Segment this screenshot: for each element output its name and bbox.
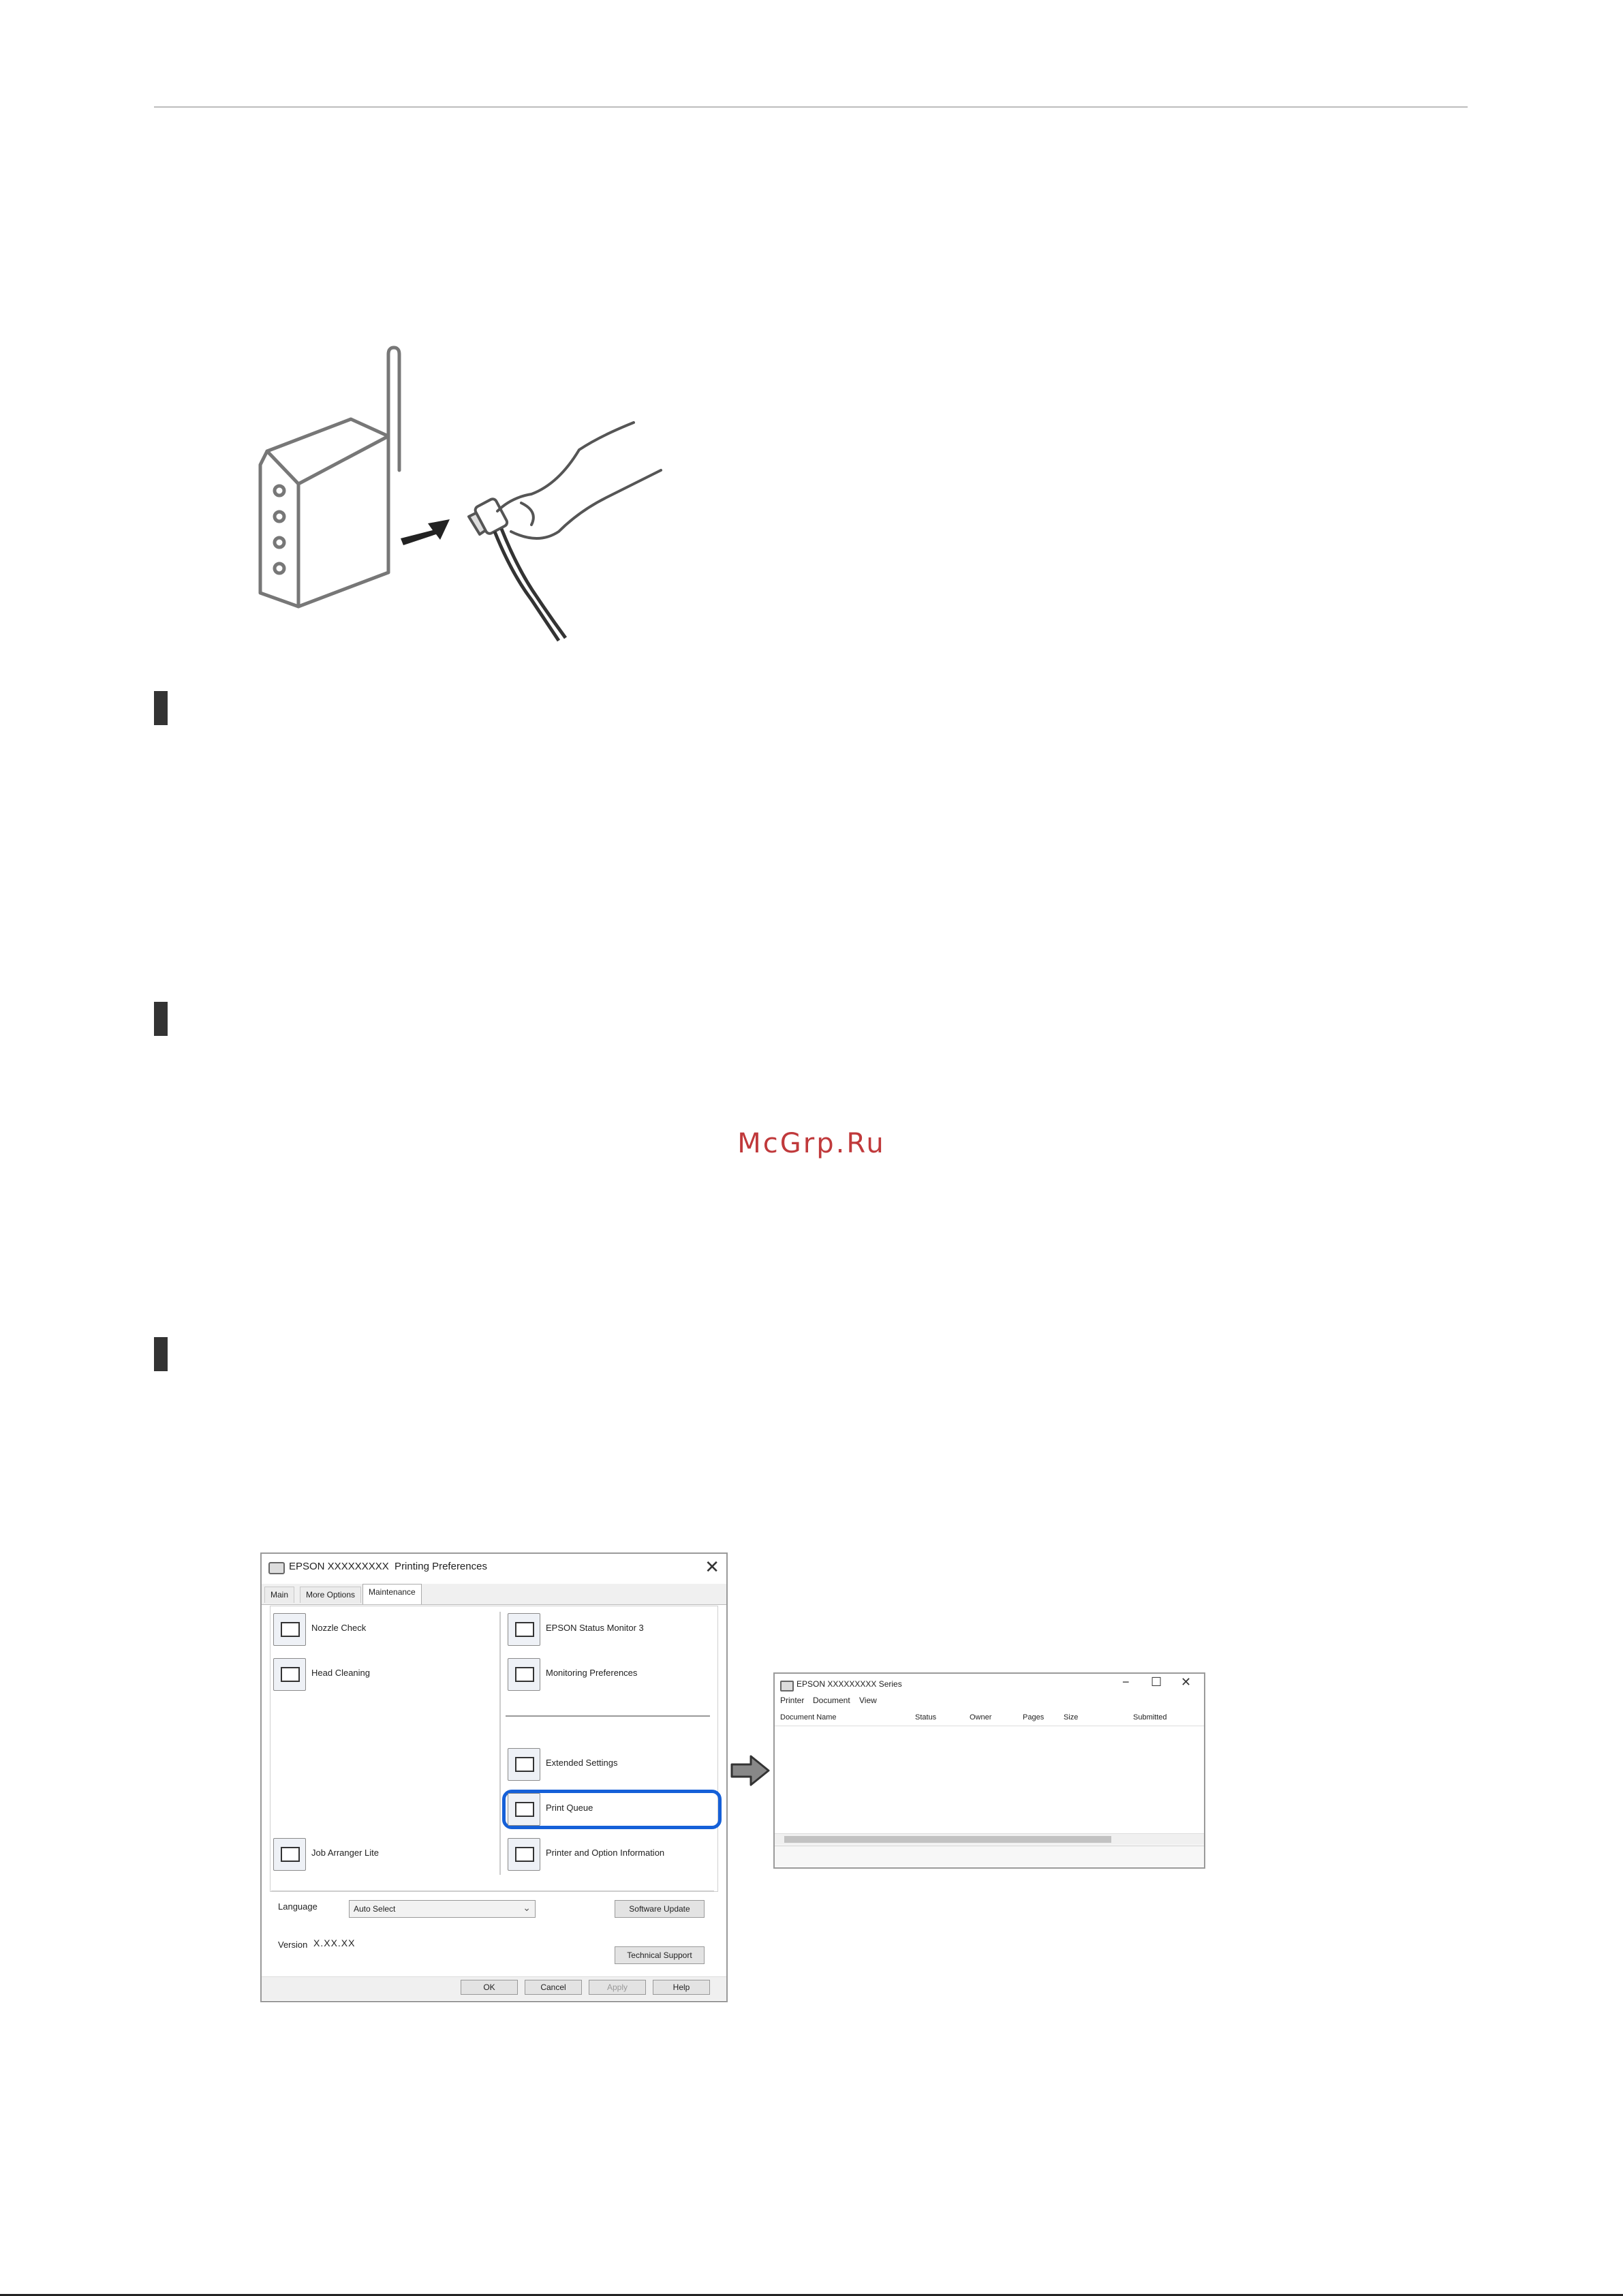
col-size[interactable]: Size	[1064, 1713, 1079, 1721]
job-arranger-icon	[273, 1838, 306, 1871]
printer-icon	[780, 1681, 794, 1692]
step-marker	[154, 1002, 168, 1036]
language-value: Auto Select	[354, 1904, 396, 1914]
nozzle-check-label: Nozzle Check	[311, 1623, 367, 1633]
router-cable-illustration	[252, 341, 702, 661]
col-submitted[interactable]: Submitted	[1133, 1713, 1167, 1721]
monitoring-preferences-icon	[508, 1658, 540, 1691]
arrow-right-icon	[729, 1754, 771, 1788]
printing-preferences-dialog	[260, 1552, 728, 2002]
technical-support-button[interactable]: Technical Support	[615, 1946, 705, 1964]
apply-button[interactable]: Apply	[589, 1980, 646, 1995]
extended-settings-icon	[508, 1748, 540, 1781]
col-status[interactable]: Status	[915, 1713, 937, 1721]
head-cleaning-label: Head Cleaning	[311, 1668, 371, 1678]
col-owner[interactable]: Owner	[970, 1713, 992, 1721]
tab-main[interactable]: Main	[264, 1587, 294, 1603]
nozzle-check-icon	[273, 1613, 306, 1646]
tab-more-options[interactable]: More Options	[300, 1587, 361, 1603]
head-cleaning-icon	[273, 1658, 306, 1691]
help-button[interactable]: Help	[653, 1980, 710, 1995]
section-divider	[506, 1715, 710, 1717]
close-button[interactable]: ✕	[705, 1557, 720, 1577]
step-marker	[154, 1337, 168, 1371]
status-monitor-icon	[508, 1613, 540, 1646]
scrollbar-thumb[interactable]	[784, 1836, 1111, 1843]
queue-title: EPSON XXXXXXXXX Series	[797, 1679, 902, 1689]
col-document-name[interactable]: Document Name	[780, 1713, 837, 1721]
col-pages[interactable]: Pages	[1023, 1713, 1045, 1721]
dialog-footer	[262, 1976, 726, 2000]
language-label: Language	[278, 1901, 318, 1912]
extended-settings-label: Extended Settings	[546, 1758, 618, 1768]
tab-bar	[262, 1584, 726, 1605]
printer-icon	[268, 1562, 285, 1574]
software-update-button[interactable]: Software Update	[615, 1900, 705, 1918]
minimize-button[interactable]: −	[1122, 1675, 1130, 1689]
bottom-divider	[271, 1891, 714, 1892]
horizontal-scrollbar[interactable]	[775, 1833, 1204, 1845]
status-bar	[775, 1846, 1204, 1867]
menu-document[interactable]: Document	[813, 1696, 850, 1705]
menu-printer[interactable]: Printer	[780, 1696, 805, 1705]
queue-column-headers	[775, 1711, 1204, 1726]
dialog-title: EPSON XXXXXXXXX Printing Preferences	[289, 1561, 487, 1572]
job-arranger-label: Job Arranger Lite	[311, 1848, 380, 1858]
version-label: Version	[278, 1940, 308, 1950]
printer-info-label: Printer and Option Information	[546, 1848, 665, 1858]
top-rule	[154, 106, 1468, 108]
tab-maintenance[interactable]: Maintenance	[362, 1584, 422, 1604]
dialog-titlebar	[262, 1554, 726, 1581]
print-queue-icon	[508, 1793, 540, 1826]
column-divider	[499, 1612, 501, 1875]
cancel-button[interactable]: Cancel	[525, 1980, 582, 1995]
chevron-down-icon: ⌄	[523, 1902, 531, 1913]
printer-info-icon	[508, 1838, 540, 1871]
maximize-button[interactable]: ☐	[1151, 1675, 1162, 1689]
close-button[interactable]: ✕	[1181, 1675, 1192, 1689]
print-queue-label: Print Queue	[546, 1803, 593, 1813]
menu-view[interactable]: View	[859, 1696, 877, 1705]
monitoring-preferences-label: Monitoring Preferences	[546, 1668, 638, 1678]
ok-button[interactable]: OK	[461, 1980, 518, 1995]
step-marker	[154, 691, 168, 725]
watermark: McGrp.Ru	[737, 1128, 886, 1159]
maintenance-panel	[270, 1606, 718, 1892]
version-value: X.XX.XX	[313, 1938, 356, 1948]
language-select[interactable]	[349, 1900, 536, 1918]
print-queue-window	[773, 1672, 1205, 1869]
status-monitor-label: EPSON Status Monitor 3	[546, 1623, 644, 1633]
